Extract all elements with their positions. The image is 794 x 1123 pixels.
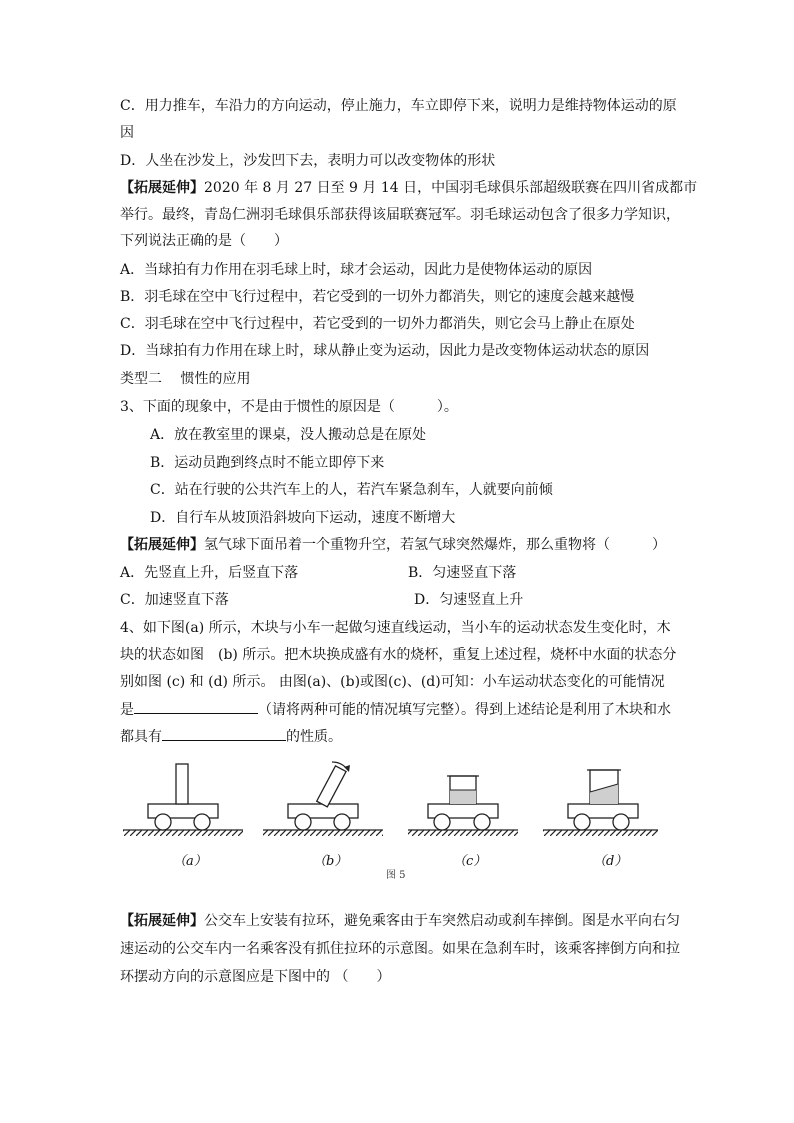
figure-caption: 图 5 bbox=[386, 870, 406, 881]
extension-paragraph-3 bbox=[120, 911, 680, 931]
extension-tag: 【拓展延伸】 bbox=[120, 913, 204, 929]
extension-paragraph-1 bbox=[120, 178, 697, 198]
label-d: （d） bbox=[593, 854, 628, 869]
question-4-line-4 bbox=[120, 699, 671, 720]
option-d: D．当球拍有力作用在球上时，球从静止变为运动，因此力是改变物体运动状态的原因 bbox=[120, 343, 650, 359]
option-b: B．羽毛球在空中飞行过程中，若它受到的一切外力都消失，则它的速度会越来越慢 bbox=[120, 289, 635, 305]
q3-option-a: A．放在教室里的课桌，没人搬动总是在原处 bbox=[150, 427, 427, 443]
option-c: C．羽毛球在空中飞行过程中，若它受到的一切外力都消失，则它会马上静止在原处 bbox=[120, 316, 635, 332]
option-a: A．当球拍有力作用在羽毛球上时，球才会运动，因此力是使物体运动的原因 bbox=[120, 262, 593, 278]
extension-tag: 【拓展延伸】 bbox=[120, 180, 204, 196]
diagram-c bbox=[408, 776, 518, 836]
ext2-option-b: B．匀速竖直下落 bbox=[408, 565, 517, 581]
extension-text-line-2: 举行。最终，青岛仁洲羽毛球俱乐部获得该届联赛冠军。羽毛球运动包含了很多力学知识， bbox=[120, 207, 680, 223]
ext2-option-a: A．先竖直上升，后竖直下落 bbox=[120, 565, 299, 581]
diagram-a bbox=[123, 764, 243, 836]
extension-text: 2020 年 8 月 27 日至 9 月 14 日，中国羽毛球俱乐部超级联赛在四川省成都市 bbox=[204, 180, 698, 196]
option-c-text: C．用力推车，车沿力的方向运动，停止施力，车立即停下来，说明力是维持物体运动的原 bbox=[120, 98, 677, 114]
q3-option-c: C．站在行驶的公共汽车上的人，若汽车紧急刹车，人就要向前倾 bbox=[150, 482, 553, 498]
extension-3-line-2: 速运动的公交车内一名乘客没有抓住拉环的示意图。如果在急刹车时，该乘客摔倒方向和拉 bbox=[120, 941, 680, 957]
answer-blank-1[interactable] bbox=[134, 699, 258, 714]
extension-3-line-3: 环摆动方向的示意图应是下图中的 （ ） bbox=[120, 969, 391, 985]
question-4: 4、如下图(a) 所示，木块与小车一起做匀速直线运动，当小车的运动状态发生变化时，木 bbox=[120, 620, 671, 636]
q4-text-suffix: 的性质。 bbox=[286, 729, 342, 745]
answer-blank-2[interactable] bbox=[162, 726, 286, 741]
ext2-option-d: D．匀速竖直上升 bbox=[414, 592, 524, 608]
label-b: （b） bbox=[313, 854, 348, 869]
q3-option-d: D．自行车从坡顶沿斜坡向下运动，速度不断增大 bbox=[150, 510, 456, 526]
question-4-line-5 bbox=[120, 726, 342, 747]
q4-text-prefix: 都具有 bbox=[120, 729, 162, 745]
diagram-b bbox=[263, 762, 383, 836]
option-c-continued: 因 bbox=[120, 125, 134, 141]
q4-text-suffix: （请将两种可能的情况填写完整）。得到上述结论是利用了木块和水 bbox=[258, 702, 671, 718]
question-4-line-2: 块的状态如图 (b) 所示。把木块换成盛有水的烧杯，重复上述过程，烧杯中水面的状态分 bbox=[120, 647, 677, 663]
extension-text: 氢气球下面吊着一个重物升空，若氢气球突然爆炸，那么重物将（ ） bbox=[204, 537, 666, 553]
extension-tag: 【拓展延伸】 bbox=[120, 537, 204, 553]
question-4-line-3: 别如图 (c) 和 (d) 所示。 由图(a)、(b)或图(c)、(d)可知：小车运动状态变化的可能情况 bbox=[120, 674, 665, 690]
diagram-d bbox=[543, 770, 658, 836]
q3-option-b: B．运动员跑到终点时不能立即停下来 bbox=[150, 455, 385, 471]
label-c: （c） bbox=[453, 854, 487, 869]
q4-text-prefix: 是 bbox=[120, 702, 134, 718]
ext2-option-c: C．加速竖直下落 bbox=[120, 592, 229, 608]
question-3: 3、下面的现象中，不是由于惯性的原因是（ ）。 bbox=[120, 399, 458, 415]
extension-paragraph-2 bbox=[120, 535, 666, 555]
cart-experiment-figure bbox=[118, 758, 658, 880]
option-d-text: D．人坐在沙发上，沙发凹下去，表明力可以改变物体的形状 bbox=[120, 153, 496, 169]
extension-question: 下列说法正确的是（ ） bbox=[120, 233, 288, 249]
label-a: （a） bbox=[173, 854, 207, 869]
section-heading: 类型二 惯性的应用 bbox=[120, 371, 251, 387]
extension-text: 公交车上安装有拉环，避免乘客由于车突然启动或刹车摔倒。图是水平向右匀 bbox=[204, 913, 680, 929]
